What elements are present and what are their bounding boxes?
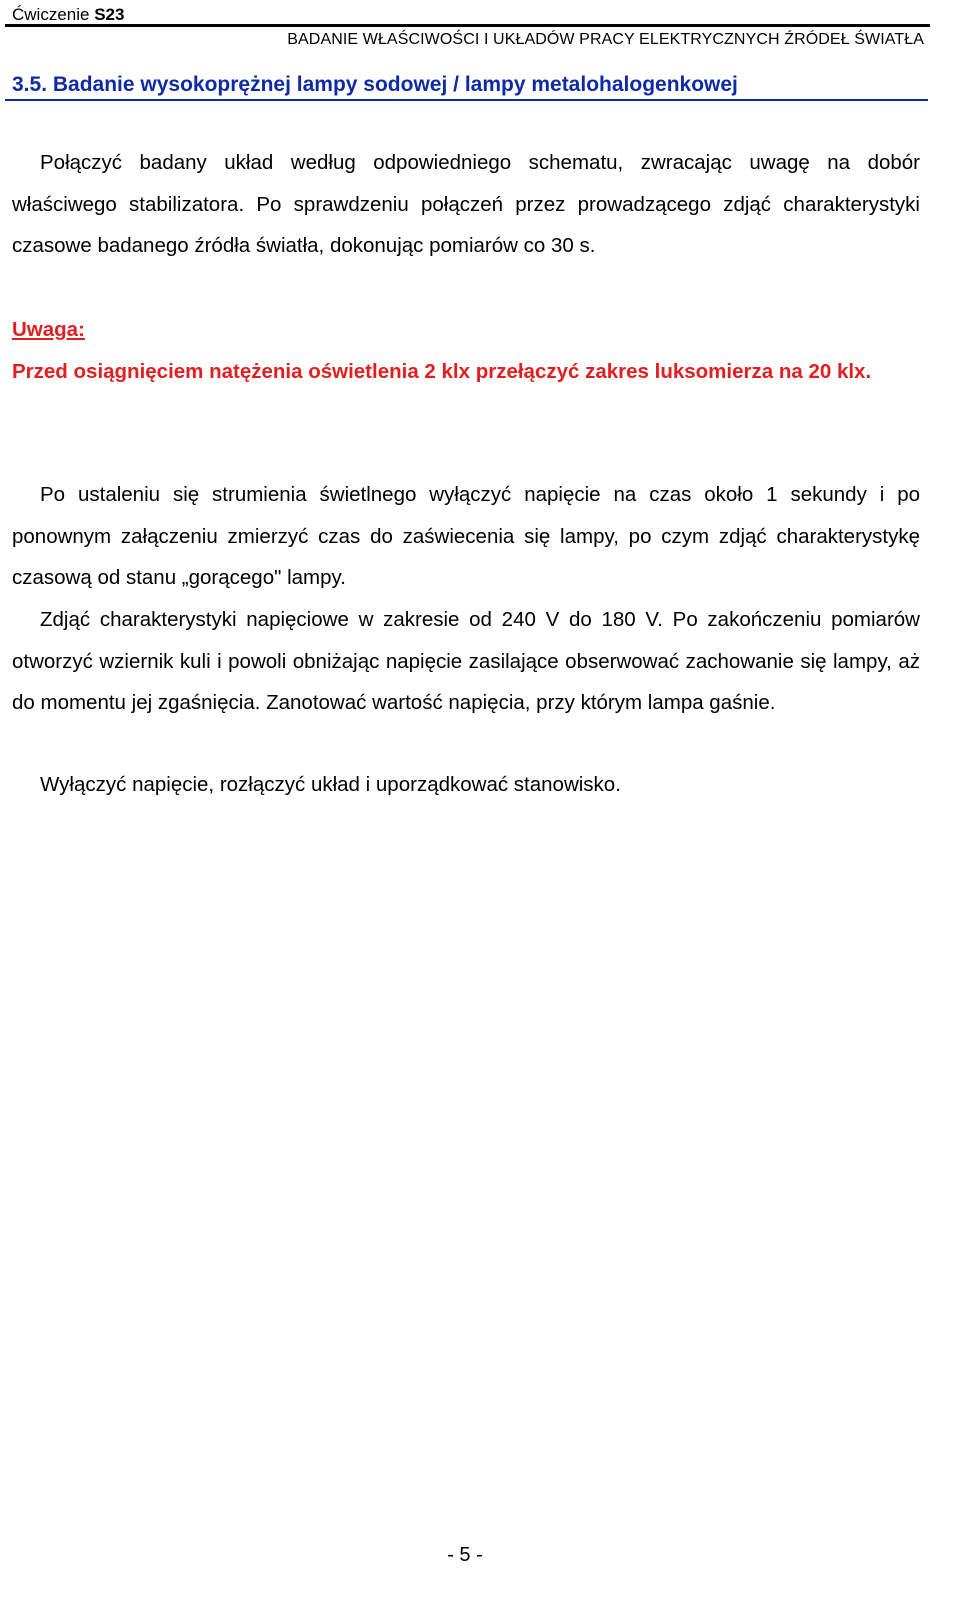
exercise-header [12, 4, 124, 26]
paragraph-restart: Po ustaleniu się strumienia świetlnego wyłączyć napięcie na czas około 1 sekundy i po ponownym załączeniu zmierzyć czas do zaświecenia się lampy, po czym zdjąć charakterystykę czasową od stanu „gorącego" lampy. [12, 483, 920, 589]
exercise-prefix: Ćwiczenie [12, 5, 95, 24]
document-subtitle: BADANIE WŁAŚCIWOŚCI I UKŁADÓW PRACY ELEKTRYCZNYCH ŹRÓDEŁ ŚWIATŁA [287, 31, 924, 48]
header-divider [5, 24, 930, 27]
page-number: - 5 - [447, 1544, 483, 1566]
exercise-code: S23 [94, 5, 125, 24]
section-title: 3.5. Badanie wysokoprężnej lampy sodowej / lampy metalohalogenkowej [12, 73, 738, 96]
note-text: Przed osiągnięciem natężenia oświetlenia 2 klx przełączyć zakres luksomierza na 20 klx. [12, 360, 872, 383]
paragraph-voltage: Zdjąć charakterystyki napięciowe w zakresie od 240 V do 180 V. Po zakończeniu pomiarów otworzyć wziernik kuli i powoli obniżając napięcie zasilające obserwować zachowanie się lampy, aż do momentu jej zgaśnięcia. Zanotować wartość napięcia, przy którym lampa gaśnie. [12, 608, 920, 714]
paragraph-finish: Wyłączyć napięcie, rozłączyć układ i uporządkować stanowisko. [40, 773, 621, 796]
note-label: Uwaga: [12, 318, 85, 341]
section-divider [5, 99, 928, 101]
paragraph-connection: Połączyć badany układ według odpowiedniego schematu, zwracając uwagę na dobór właściwego stabilizatora. Po sprawdzeniu połączeń przez prowadzącego zdjąć charakterystyki czasowe badanego źródła światła, dokonując pomiarów co 30 s. [12, 151, 920, 257]
